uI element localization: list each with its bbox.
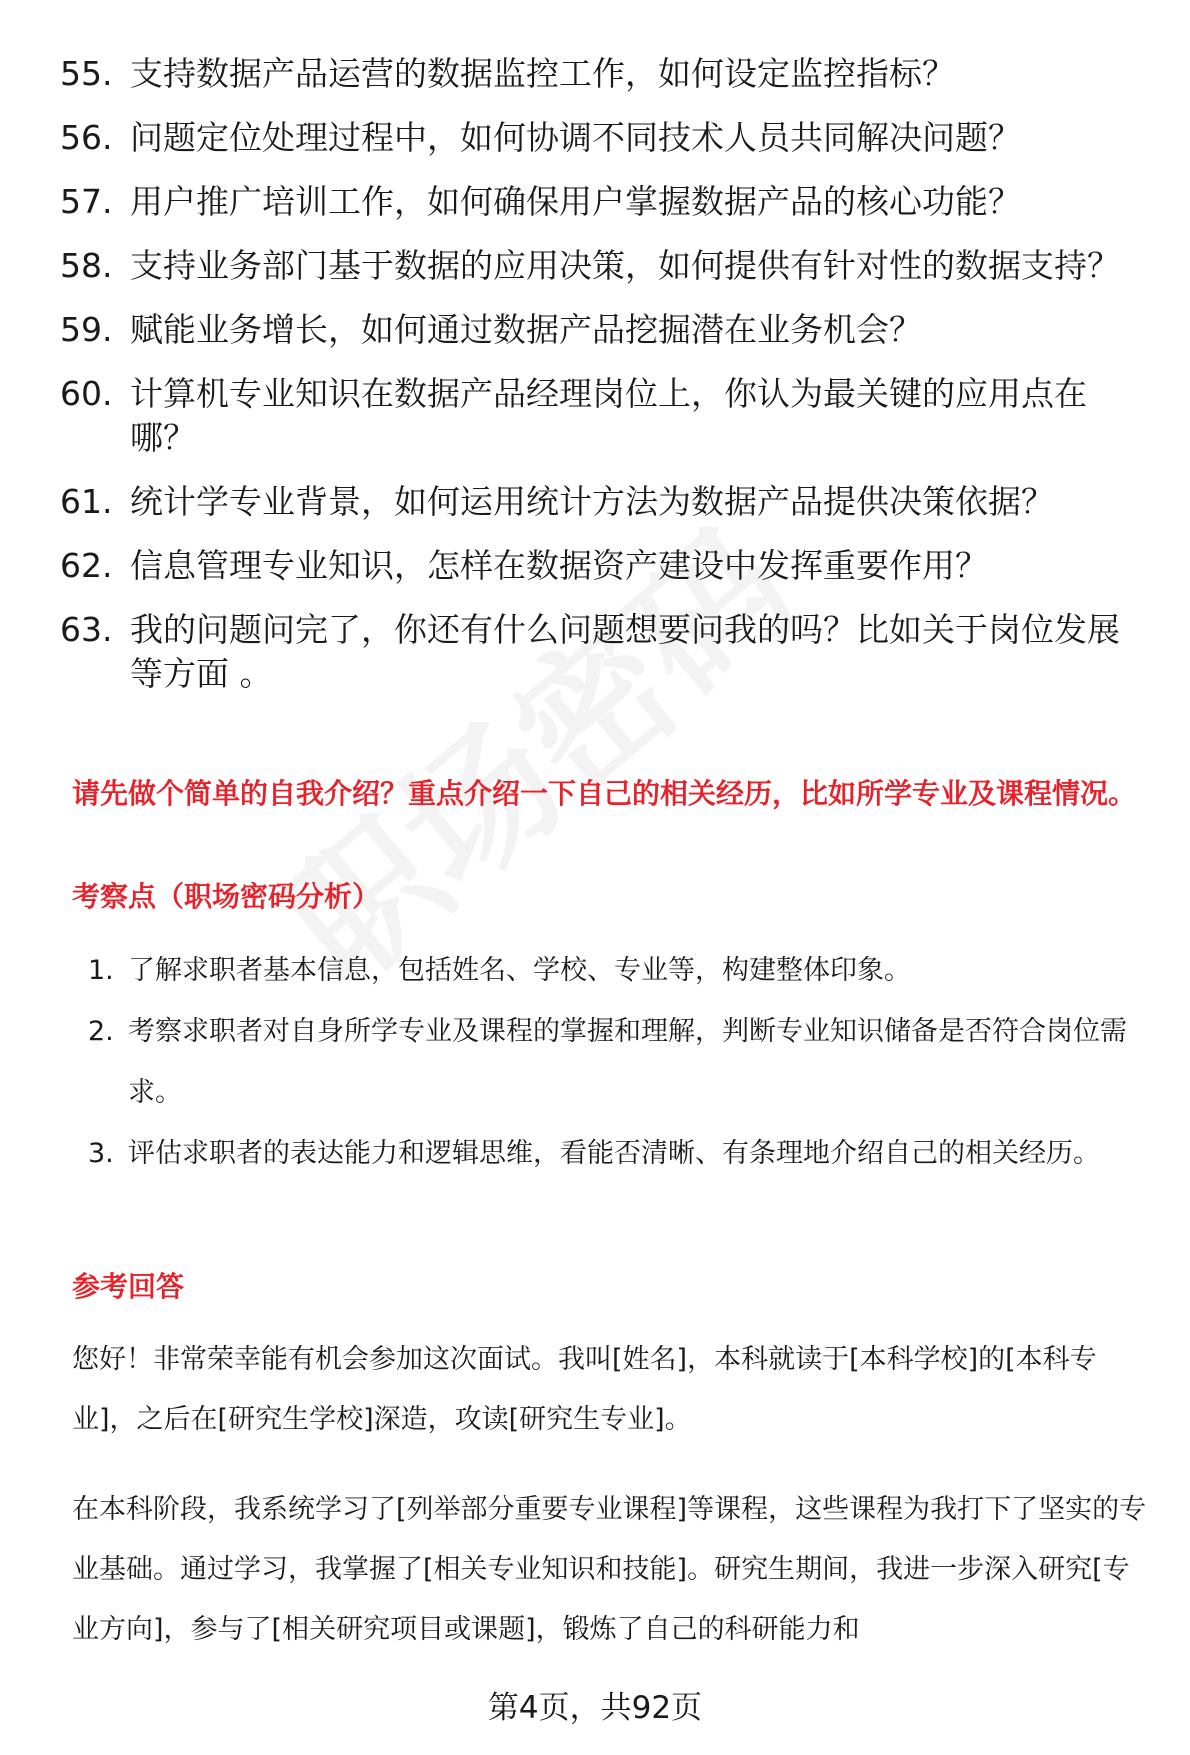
answer-paragraph: 在本科阶段，我系统学习了[列举部分重要专业课程]等课程，这些课程为我打下了坚实的专业基础。通过学习，我掌握了[相关专业知识和技能]。研究生期间，我进一步深入研究[专业方向]，参与了[相关研究项目或课题]，锻炼了自己的科研能力和 [72, 1494, 1147, 1645]
question-number: 56. [60, 118, 113, 157]
answer-heading: 参考回答 [72, 1270, 185, 1303]
question-text: 支持数据产品运营的数据监控工作，如何设定监控指标？ [130, 54, 955, 93]
list-item [60, 52, 1150, 96]
question-text: 问题定位处理过程中，如何协调不同技术人员共同解决问题？ [130, 118, 1021, 157]
question-text: 统计学专业背景，如何运用统计方法为数据产品提供决策依据？ [130, 482, 1054, 521]
list-item [60, 544, 1150, 588]
page-footer: 第4页，共92页 [487, 1690, 703, 1726]
question-text: 计算机专业知识在数据产品经理岗位上，你认为最关键的应用点在哪？ [130, 374, 1087, 457]
list-item [60, 244, 1150, 288]
question-number: 63. [60, 610, 113, 649]
list-item [88, 1123, 1158, 1184]
point-number: 2. [88, 1016, 114, 1047]
question-text: 用户推广培训工作，如何确保用户掌握数据产品的核心功能？ [130, 182, 1021, 221]
list-item [60, 608, 1150, 696]
point-text: 评估求职者的表达能力和逻辑思维，看能否清晰、有条理地介绍自己的相关经历。 [128, 1138, 1100, 1169]
question-number: 55. [60, 54, 113, 93]
question-number: 59. [60, 310, 113, 349]
question-number: 62. [60, 546, 113, 585]
point-number: 3. [88, 1138, 114, 1169]
question-number: 57. [60, 182, 113, 221]
list-item [60, 372, 1150, 460]
exam-points-list [88, 940, 1158, 1184]
list-item [60, 480, 1150, 524]
point-number: 1. [88, 955, 114, 986]
list-item [60, 180, 1150, 224]
list-item [88, 940, 1158, 1001]
exam-heading: 考察点（职场密码分析） [72, 880, 381, 913]
question-text: 我的问题问完了，你还有什么问题想要问我的吗？比如关于岗位发展等方面 。 [130, 610, 1120, 693]
answer-paragraph: 您好！非常荣幸能有机会参加这次面试。我叫[姓名]，本科就读于[本科学校]的[本科专业]，之后在[研究生学校]深造，攻读[研究生专业]。 [72, 1344, 1097, 1435]
list-item [60, 308, 1150, 352]
point-text: 了解求职者基本信息，包括姓名、学校、专业等，构建整体印象。 [128, 955, 911, 986]
question-text: 支持业务部门基于数据的应用决策，如何提供有针对性的数据支持？ [130, 246, 1120, 285]
question-list [60, 52, 1150, 716]
question-number: 61. [60, 482, 113, 521]
list-item [60, 116, 1150, 160]
question-text: 赋能业务增长，如何通过数据产品挖掘潜在业务机会？ [130, 310, 922, 349]
main-question: 请先做个简单的自我介绍？重点介绍一下自己的相关经历，比如所学专业及课程情况。 [72, 777, 1137, 810]
question-number: 58. [60, 246, 113, 285]
question-text: 信息管理专业知识，怎样在数据资产建设中发挥重要作用？ [130, 546, 988, 585]
list-item [88, 1001, 1158, 1123]
point-text: 考察求职者对自身所学专业及课程的掌握和理解，判断专业知识储备是否符合岗位需求。 [128, 1016, 1127, 1108]
question-number: 60. [60, 374, 113, 413]
